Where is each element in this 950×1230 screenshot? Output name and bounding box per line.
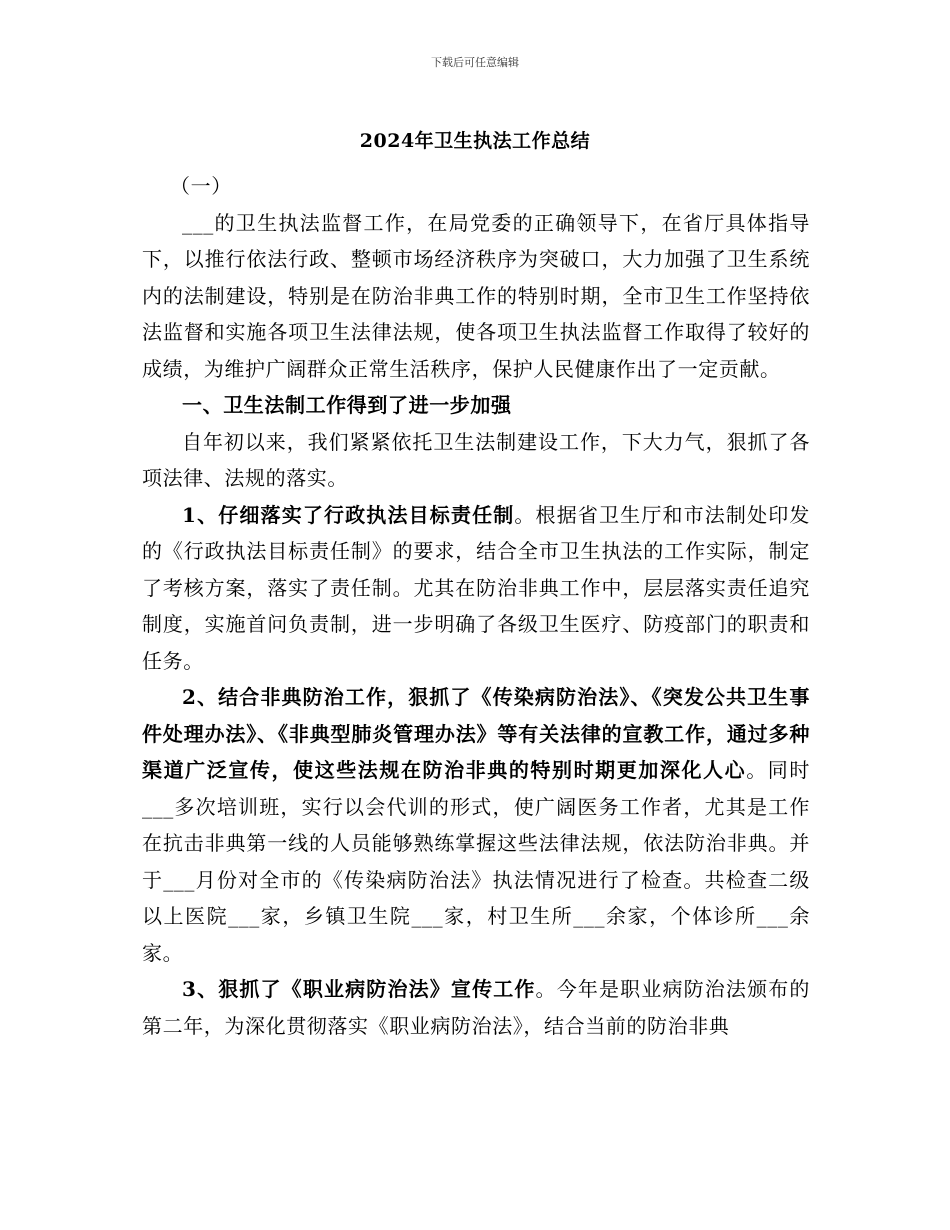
- intro-paragraph: ___的卫生执法监督工作，在局党委的正确领导下，在省厅具体指导下，以推行依法行政、整顿市场经济秩序为突破口，大力加强了卫生系统内的法制建设，特别是在防治非典工作的特别时期，全市卫生工作坚持依法监督和实施各项卫生法律法规，使各项卫生执法监督工作取得了较好的成绩，为维护广阔群众正常生活秩序，保护人民健康作出了一定贡献。: [142, 210, 810, 381]
- document-title: 2024年卫生执法工作总结: [359, 130, 591, 152]
- item-3-text: 。今年是职业病防治法颁布的第二年，为深化贯彻落实《职业病防治法》，结合当前的防治非典: [142, 977, 810, 1038]
- item-1-paragraph: [142, 497, 810, 680]
- item-3-paragraph: [142, 971, 810, 1044]
- section-intro-paragraph: 自年初以来，我们紧紧依托卫生法制建设工作，下大力气，狠抓了各项法律、法规的落实。: [142, 429, 810, 490]
- item-2-paragraph: [142, 679, 810, 971]
- document-body: [142, 168, 810, 1044]
- page-header-note: 下载后可任意编辑: [431, 56, 519, 69]
- item-2-text: 。同时___多次培训班，实行以会代训的形式，使广阔医务工作者，尤其是工作在抗击非典第一线的人员能够熟练掌握这些法律法规，依法防治非典。并于___月份对全市的《传染病防治法》执法情况进行了检查。共检查二级以上医院___家，乡镇卫生院___家，村卫生所___余家，个体诊所___余家。: [142, 758, 810, 965]
- item-1-lead: 1、仔细落实了行政执法目标责任制: [182, 502, 515, 527]
- item-2-lead: 2、结合非典防治工作，狠抓了《传染病防治法》、《突发公共卫生事件处理办法》、《非典型肺炎管理办法》等有关法律的宣教工作，通过多种渠道广泛宣传，使这些法规在防治非典的特别时期更加深化人心: [142, 685, 810, 782]
- item-3-lead: 3、狠抓了《职业病防治法》宣传工作: [182, 977, 536, 1001]
- item-1-text: 。根据省卫生厅和市法制处印发的《行政执法目标责任制》的要求，结合全市卫生执法的工作实际，制定了考核方案，落实了责任制。尤其在防治非典工作中，层层落实责任追究制度，实施首问负责制，进一步明确了各级卫生医疗、防疫部门的职责和任务。: [142, 502, 810, 673]
- section-number: （一）: [170, 174, 232, 198]
- section-heading: 一、卫生法制工作得到了进一步加强: [182, 393, 512, 417]
